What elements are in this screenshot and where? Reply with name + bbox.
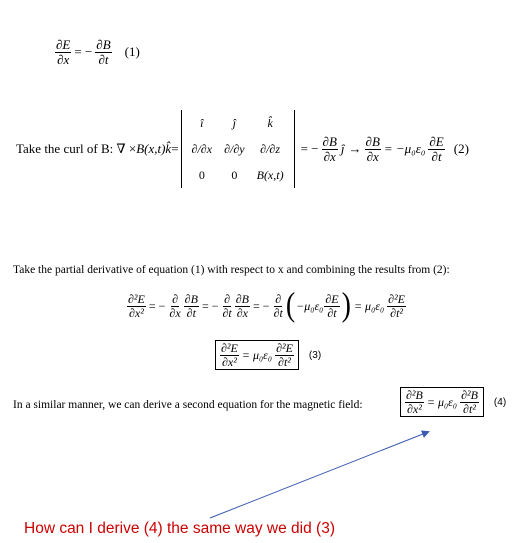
eq1-lhs-den: ∂x bbox=[57, 51, 70, 67]
chain-db-dt bbox=[184, 293, 199, 319]
curl-label: (2) bbox=[453, 141, 469, 156]
eq3-num1: ∂²E bbox=[221, 341, 238, 355]
eq4-rhs bbox=[460, 389, 479, 415]
chain-num: ∂ bbox=[275, 291, 282, 306]
chain-num: ∂B bbox=[184, 291, 198, 306]
curl-arrow: → bbox=[348, 141, 362, 156]
eq4-label: (4) bbox=[493, 396, 507, 408]
eq4-lhs bbox=[405, 389, 424, 415]
eq1-rhs-num: ∂B bbox=[96, 37, 111, 52]
chain-eq-4: = μ₀ε₀ bbox=[353, 298, 385, 313]
equation-4 bbox=[400, 387, 506, 417]
eq4-den2: ∂t² bbox=[463, 401, 476, 416]
chain-den: ∂x bbox=[236, 305, 249, 320]
det-cell: ∂/∂z bbox=[260, 141, 281, 156]
chain-equation bbox=[126, 286, 407, 324]
eq3-mid: = μ₀ε₀ bbox=[241, 347, 273, 362]
chain-den: ∂t bbox=[186, 305, 196, 320]
left-paren: ( bbox=[285, 286, 296, 324]
curl-dx: ∂x bbox=[323, 148, 336, 164]
annotation-text: How can I derive (4) the same way we did (3) bbox=[24, 520, 335, 537]
chain-db-dx bbox=[235, 293, 250, 319]
eq1-rhs-den: ∂t bbox=[98, 51, 109, 67]
det-cell: ∂/∂x bbox=[191, 141, 213, 156]
det-cell: 0 bbox=[198, 167, 205, 182]
similar-text: In a similar manner, we can derive a second equation for the magnetic field: bbox=[13, 399, 363, 411]
eq3-lhs bbox=[220, 342, 239, 368]
curl-db: ∂B bbox=[322, 133, 337, 149]
chain-num: ∂²E bbox=[388, 291, 406, 306]
chain-inner: −μ₀ε₀ bbox=[296, 298, 324, 313]
chain-num: ∂ bbox=[172, 291, 178, 306]
equation-3 bbox=[215, 340, 321, 370]
chain-num: ∂E bbox=[325, 291, 339, 306]
chain-num: ∂B bbox=[235, 291, 250, 306]
eq4-box bbox=[400, 387, 484, 417]
eq4-num1: ∂²B bbox=[406, 388, 423, 402]
eq1-rhs-fraction bbox=[95, 38, 111, 66]
curl-equals-mu-eps: = −μ₀ε₀ bbox=[383, 141, 426, 156]
curl-intro-text: Take the curl of B: ∇ × bbox=[16, 141, 137, 156]
curl-dbdx-fraction bbox=[322, 135, 338, 163]
eq3-den1: ∂x² bbox=[222, 354, 237, 369]
chain-d-dt-2 bbox=[273, 293, 284, 319]
det-cell: B(x,t) bbox=[256, 167, 284, 182]
chain-d-dt bbox=[221, 293, 232, 319]
curl-dx-2: ∂x bbox=[366, 148, 379, 164]
eq3-den2: ∂t² bbox=[278, 354, 291, 369]
chain-den: ∂t bbox=[222, 305, 232, 320]
curl-jhat: ĵ bbox=[340, 141, 345, 156]
eq3-num2: ∂²E bbox=[276, 341, 293, 355]
curl-dedt-fraction bbox=[428, 135, 444, 163]
det-cell: ∂/∂y bbox=[224, 141, 245, 156]
chain-den: ∂x bbox=[169, 305, 181, 320]
eq4-den1: ∂x² bbox=[407, 401, 422, 416]
det-cell: ĵ bbox=[232, 115, 237, 130]
eq4-num2: ∂²B bbox=[461, 388, 478, 402]
curl-dt: ∂t bbox=[431, 148, 442, 164]
eq1-equals: = − bbox=[74, 44, 93, 60]
eq4-mid: = μ₀ε₀ bbox=[426, 394, 458, 409]
chain-num: ∂ bbox=[224, 291, 231, 306]
chain-eq-2: = − bbox=[201, 298, 219, 313]
curl-de: ∂E bbox=[429, 133, 444, 149]
curl-dbdx-fraction-2 bbox=[365, 135, 381, 163]
det-cell: k̂ bbox=[267, 115, 273, 130]
eq1-lhs-num: ∂E bbox=[56, 37, 71, 52]
det-cell: î bbox=[200, 115, 204, 130]
chain-eq-3: = − bbox=[253, 298, 270, 313]
curl-equation bbox=[16, 110, 469, 188]
chain-d2e-dt2 bbox=[387, 293, 406, 319]
eq1-label: (1) bbox=[124, 44, 140, 60]
chain-den: ∂t bbox=[327, 305, 337, 320]
chain-den: ∂x² bbox=[129, 305, 144, 320]
equation-1 bbox=[54, 38, 140, 66]
eq1-lhs-fraction bbox=[55, 38, 71, 66]
chain-d2e-dx2 bbox=[127, 293, 146, 319]
partial-text: Take the partial derivative of equation (1) with respect to x and combining the results from (2): bbox=[13, 264, 450, 276]
chain-eq-1: = − bbox=[148, 298, 166, 313]
eq3-label: (3) bbox=[308, 349, 322, 361]
curl-equals: = bbox=[171, 141, 179, 156]
eq3-box bbox=[215, 340, 299, 370]
curl-db-2: ∂B bbox=[365, 133, 380, 149]
right-paren: ) bbox=[341, 286, 351, 324]
chain-d-dx bbox=[168, 293, 181, 319]
curl-b-expression: B(x,t)k̂ bbox=[136, 141, 172, 156]
curl-equals-2: = − bbox=[300, 141, 319, 156]
chain-de-dt bbox=[324, 293, 339, 319]
chain-den: ∂t bbox=[273, 305, 283, 320]
curl-determinant bbox=[181, 110, 295, 188]
chain-num: ∂²E bbox=[128, 291, 145, 306]
chain-den: ∂t² bbox=[390, 305, 404, 320]
det-cell: 0 bbox=[231, 167, 238, 182]
eq3-rhs bbox=[275, 342, 294, 368]
